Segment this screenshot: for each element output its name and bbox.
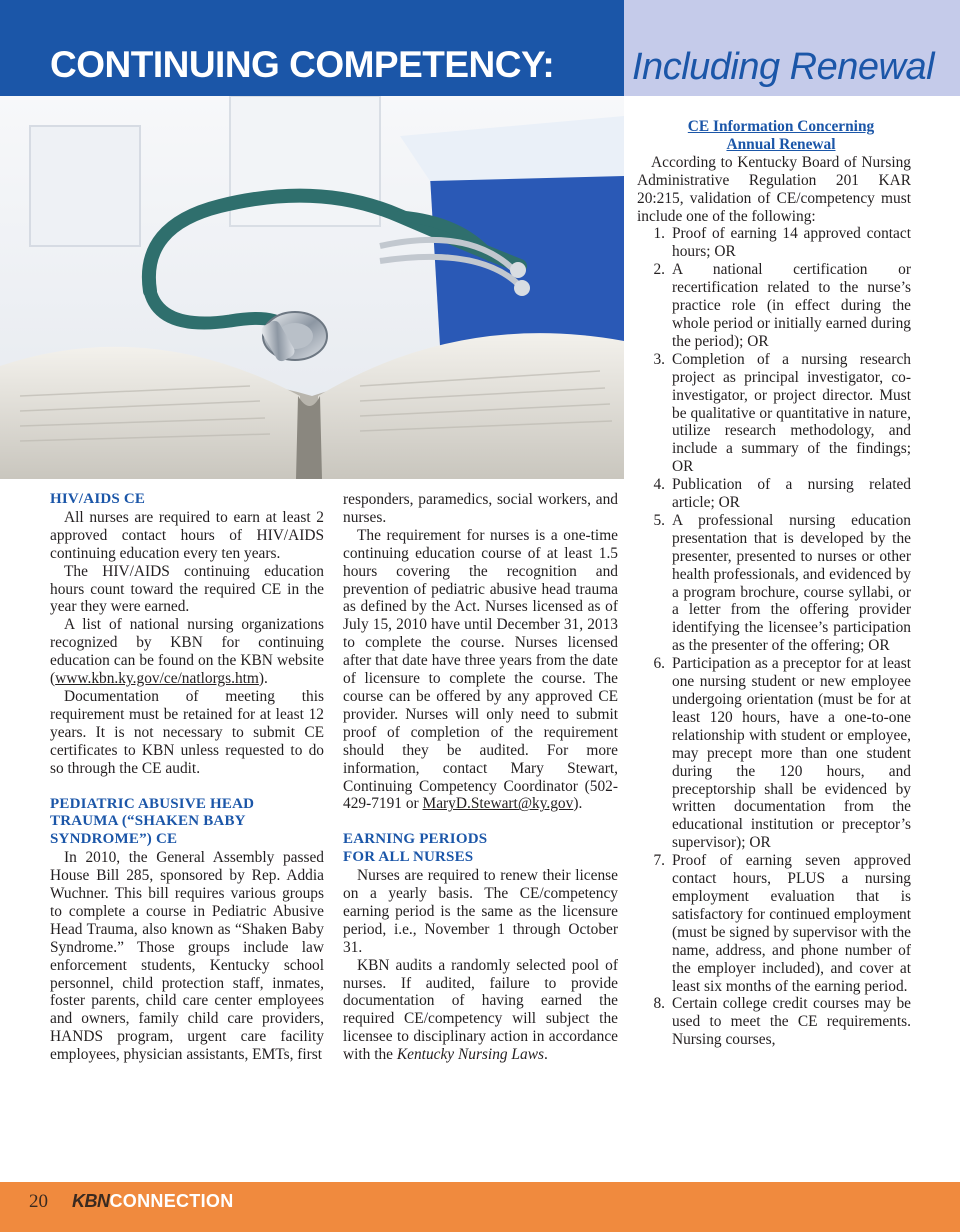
pediatric-heading: PEDIATRIC ABUSIVE HEAD TRAUMA (“SHAKEN BABY SYNDROME”) CE xyxy=(50,795,255,848)
list-item: 6. Participation as a preceptor for at least one nursing student or new employee undergoing orientation (must be for at least 120 hours, have a one-to-one relationship with student or employee, may precept more than one student during the 120 hours, and preceptorship shall be evidenced by written documentation from the educational institution or preceptor’s supervisor); OR xyxy=(653,655,911,852)
column-left xyxy=(50,491,324,1064)
hiv-heading: HIV/AIDS CE xyxy=(50,491,146,507)
earning-paragraph-1: Nurses are required to renew their license on a yearly basis. The CE/competency earning period is the same as the licensure period, i.e., November 1 through October 31. xyxy=(343,867,618,956)
column-middle xyxy=(343,491,618,1064)
column-right xyxy=(637,118,911,1049)
earning-heading-line2: FOR ALL NURSES xyxy=(343,849,474,866)
earning-heading-line1: EARNING PERIODS xyxy=(343,831,488,848)
pediatric-paragraph-1: In 2010, the General Assembly passed House Bill 285, sponsored by Rep. Addia Wuchner. This bill requires various groups to complete a course in Pediatric Abusive Head Trauma, also known as “Shaken Baby Syndrome.” Those groups include law enforcement students, Kentucky school personnel, child protection staff, inmates, foster parents, child care center employees and owners, family child care providers, HANDS program, urgent care facility employees, physician assistants, EMTs, first xyxy=(50,849,324,1064)
hiv-paragraph-2: The HIV/AIDS continuing education hours count toward the required CE in the year they were earned. xyxy=(50,562,324,616)
list-item: 4. Publication of a nursing related article; OR xyxy=(653,476,911,512)
list-item: 2. A national certification or recertification related to the nurse’s practice role (in effect during the whole period or initially earned during the period); OR xyxy=(653,261,911,350)
ce-heading-line1: CE Information Concerning xyxy=(687,118,875,135)
ce-heading-line2: Annual Renewal xyxy=(726,135,836,153)
page-title: CONTINUING COMPETENCY: xyxy=(50,44,555,85)
hiv-paragraph-1: All nurses are required to earn at least 2 approved contact hours of HIV/AIDS continuing education every ten years. xyxy=(50,508,324,562)
page-number: 20 xyxy=(29,1191,48,1212)
page-subtitle: Including Renewal xyxy=(632,46,935,88)
list-item: 7. Proof of earning seven approved contact hours, PLUS a nursing employment evaluation that is satisfactory for continued employment (must be signed by supervisor with the name, address, and phone number of the employer included), and cover at least six months of the earning period. xyxy=(653,852,911,995)
list-item: 8. Certain college credit courses may be used to meet the CE requirements. Nursing courses, xyxy=(653,995,911,1049)
email-link[interactable]: MaryD.Stewart@ky.gov xyxy=(422,795,574,813)
hiv-paragraph-4: Documentation of meeting this requirement must be retained for at least 12 years. It is not necessary to submit CE certificates to KBN unless requested to do so through the CE audit. xyxy=(50,687,324,777)
pediatric-paragraph-2: The requirement for nurses is a one-time continuing education course of at least 1.5 hours covering the recognition and prevention of pediatric abusive head trauma as defined by the Act. Nurses licensed as of July 15, 2010 have until December 31, 2013 to complete the course. Nurses licensed after that date have three years from the date of licensure to complete the course. The course can be offered by any approved CE provider. Nurses will only need to submit proof of completion of the requirement should they be audited. For more information, contact Mary Stewart, Continuing Competency Coordinator (502-429-7191 or MaryD.Stewart@ky.gov). xyxy=(343,526,618,813)
ce-intro: According to Kentucky Board of Nursing Administrative Regulation 201 KAR 20:215, validation of CE/competency must include one of the following: xyxy=(637,153,911,225)
list-item: 1. Proof of earning 14 approved contact hours; OR xyxy=(653,225,911,261)
ce-requirements-list xyxy=(637,225,911,1049)
natlorgs-link[interactable]: www.kbn.ky.gov/ce/natlorgs.htm xyxy=(55,670,259,688)
pediatric-continuation: responders, paramedics, social workers, and nurses. xyxy=(343,491,618,526)
list-item: 5. A professional nursing education presentation that is developed by the presenter, presented to nurses or other health professionals, and evidenced by a program brochure, course syllabi, or a letter from the offering provider identifying the licensee’s participation as the presenter of the offering; OR xyxy=(653,511,911,655)
kbn-connection-logo: KBNCONNECTION xyxy=(72,1191,234,1211)
earning-paragraph-2: KBN audits a randomly selected pool of nurses. If audited, failure to provide documentation of having earned the required CE/competency will subject the licensee to disciplinary action in accordance with the Kentucky Nursing Laws. xyxy=(343,956,618,1064)
stethoscope-book-photo xyxy=(0,96,624,479)
hiv-paragraph-3: A list of national nursing organizations recognized by KBN for continuing education can be found on the KBN website (www.kbn.ky.gov/ce/natlorgs.htm). xyxy=(50,616,324,688)
list-item: 3. Completion of a nursing research project as principal investigator, co-investigator, or project director. Must be qualitative or quantitative in nature, utilize research methodology, and include a summary of the findings; OR xyxy=(653,350,911,476)
